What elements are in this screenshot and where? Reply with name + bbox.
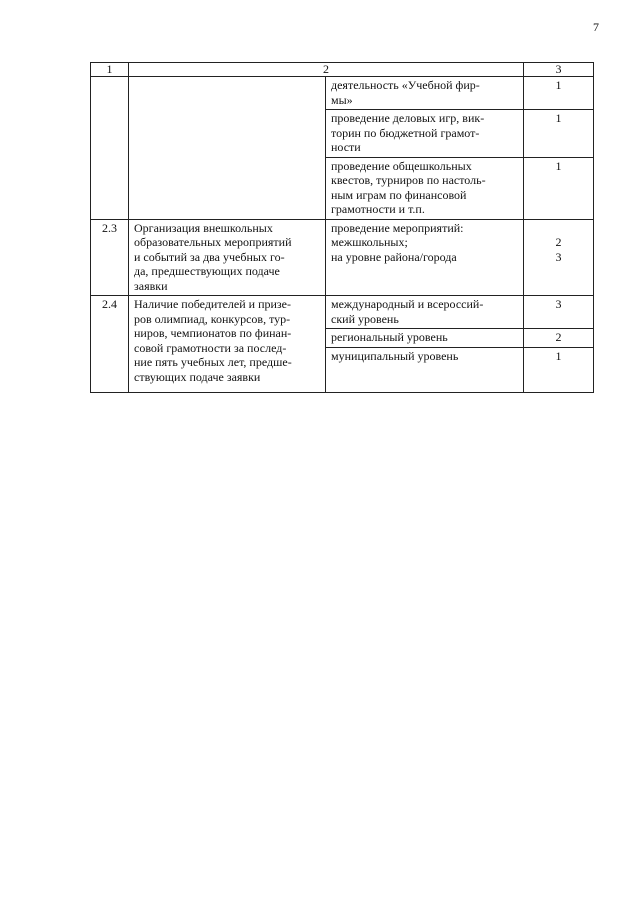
score-cell: 3 <box>524 296 594 329</box>
score-cell: 1 <box>524 157 594 219</box>
number-cell-empty <box>91 77 129 220</box>
indicator-cell: деятельность «Учебной фир- мы» <box>326 77 524 110</box>
header-col-1: 1 <box>91 63 129 77</box>
indicator-cell: проведение деловых игр, вик- торин по бюджетной грамот- ности <box>326 110 524 158</box>
table-header-row <box>91 63 594 77</box>
criteria-table <box>90 62 594 393</box>
criterion-cell: Организация внешкольных образовательных мероприятий и событий за два учебных го- да, предшествующих подаче заявки <box>129 219 326 296</box>
score-cell: 1 <box>524 110 594 158</box>
score-cell: 2 <box>524 329 594 348</box>
score-cell: 2 3 <box>524 219 594 296</box>
indicator-cell: региональный уровень <box>326 329 524 348</box>
number-cell: 2.4 <box>91 296 129 393</box>
score-cell: 1 <box>524 77 594 110</box>
header-col-3: 3 <box>524 63 594 77</box>
number-cell: 2.3 <box>91 219 129 296</box>
indicator-cell: проведение мероприятий: межшкольных; на уровне района/города <box>326 219 524 296</box>
indicator-cell: международный и всероссий- ский уровень <box>326 296 524 329</box>
indicator-cell: проведение общешкольных квестов, турниров по настоль- ным играм по финансовой грамотности и т.п. <box>326 157 524 219</box>
table-row <box>91 219 594 296</box>
criterion-cell-empty <box>129 77 326 220</box>
table-row <box>91 77 594 110</box>
table-row <box>91 296 594 329</box>
score-cell: 1 <box>524 347 594 392</box>
indicator-cell: муниципальный уровень <box>326 347 524 392</box>
header-col-2: 2 <box>129 63 524 77</box>
page-number: 7 <box>593 20 599 34</box>
criterion-cell: Наличие победителей и призе- ров олимпиад, конкурсов, тур- ниров, чемпионатов по финан- совой грамотности за послед- ние пять учебных лет, предше- ствующих подаче заявки <box>129 296 326 393</box>
